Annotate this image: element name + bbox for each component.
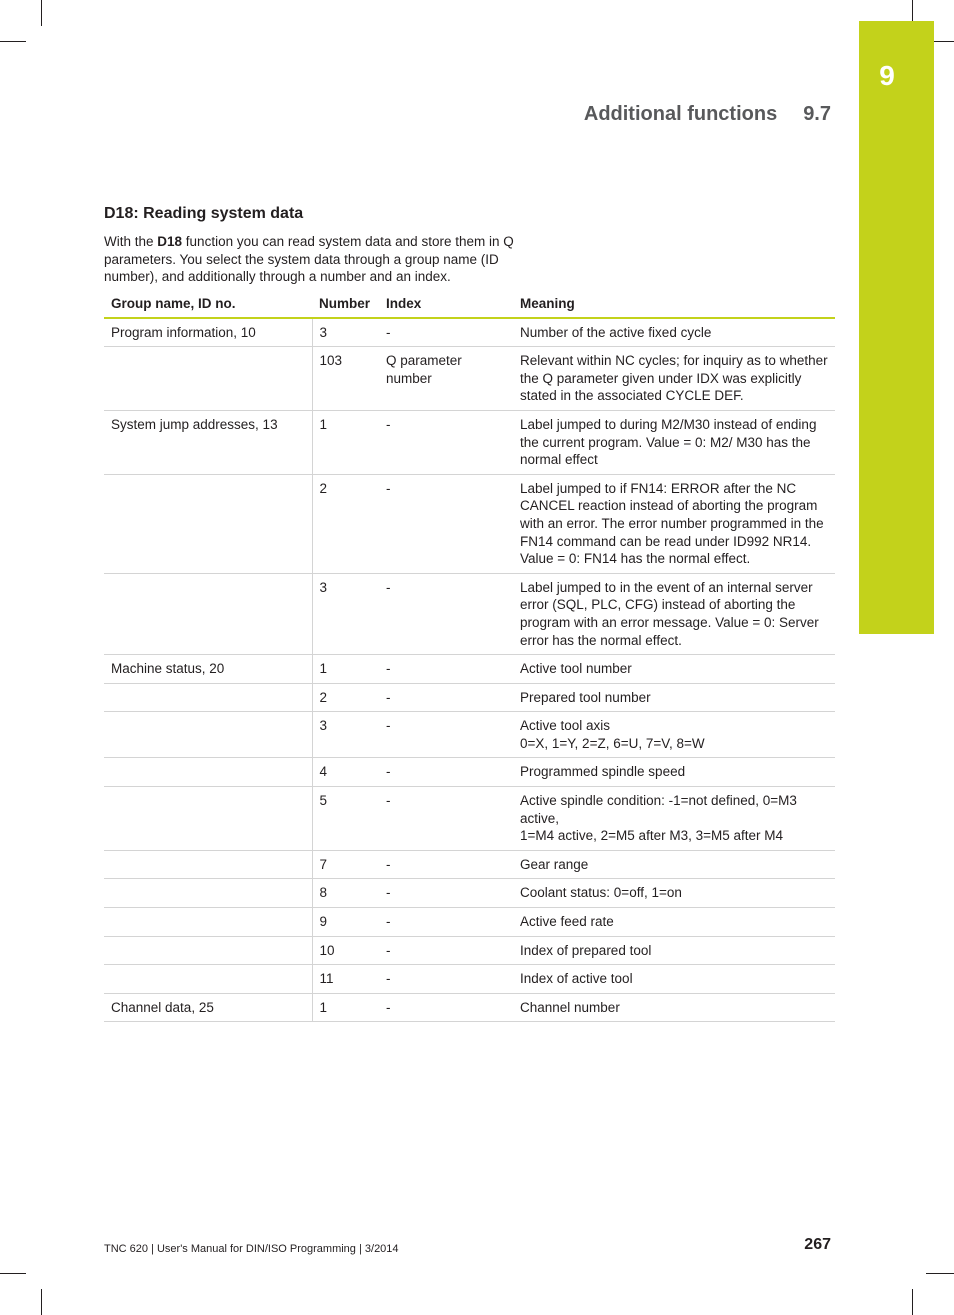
- table-row: [104, 683, 835, 712]
- table-row: [104, 936, 835, 965]
- crop-mark: [41, 0, 42, 26]
- crop-mark: [926, 1273, 954, 1274]
- cell-group-name: [104, 787, 312, 851]
- cell-index: -: [379, 908, 513, 937]
- cell-number: 3: [312, 573, 379, 654]
- cell-number: 1: [312, 655, 379, 684]
- crop-mark: [912, 1289, 913, 1315]
- cell-meaning: Active tool axis 0=X, 1=Y, 2=Z, 6=U, 7=V, 8=W: [513, 712, 835, 758]
- table-row: [104, 965, 835, 994]
- table-row: [104, 318, 835, 347]
- cell-number: 5: [312, 787, 379, 851]
- page-number: 267: [804, 1236, 831, 1253]
- table-body: [104, 318, 835, 1022]
- system-data-table: [104, 291, 835, 1022]
- cell-group-name: [104, 965, 312, 994]
- cell-index: Q parameter number: [379, 347, 513, 411]
- cell-group-name: [104, 879, 312, 908]
- cell-number: 1: [312, 993, 379, 1022]
- table-header-row: [104, 291, 835, 318]
- cell-index: -: [379, 655, 513, 684]
- cell-group-name: [104, 573, 312, 654]
- table-row: [104, 850, 835, 879]
- chapter-number: 9: [879, 60, 895, 91]
- cell-index: -: [379, 712, 513, 758]
- cell-number: 8: [312, 879, 379, 908]
- cell-meaning: Index of prepared tool: [513, 936, 835, 965]
- cell-index: -: [379, 410, 513, 474]
- cell-meaning: Relevant within NC cycles; for inquiry as to whether the Q parameter given under IDX was explicitly stated in the associated CYCLE DEF.: [513, 347, 835, 411]
- table-row: [104, 758, 835, 787]
- intro-text: function you can read system data and store them in Q parameters. You select the system data through a group name (ID number), and additionally through a number and an index.: [104, 234, 514, 285]
- column-header-meaning: Meaning: [513, 291, 835, 318]
- cell-number: 4: [312, 758, 379, 787]
- header-section-number: 9.7: [803, 103, 831, 125]
- cell-number: 3: [312, 712, 379, 758]
- column-header-index: Index: [379, 291, 513, 318]
- cell-group-name: [104, 474, 312, 573]
- cell-group-name: Channel data, 25: [104, 993, 312, 1022]
- cell-index: -: [379, 758, 513, 787]
- cell-meaning: Number of the active fixed cycle: [513, 318, 835, 347]
- cell-meaning: Prepared tool number: [513, 683, 835, 712]
- cell-index: -: [379, 573, 513, 654]
- cell-group-name: [104, 758, 312, 787]
- crop-mark: [0, 1273, 26, 1274]
- cell-meaning: Active tool number: [513, 655, 835, 684]
- crop-mark: [0, 41, 26, 42]
- cell-number: 103: [312, 347, 379, 411]
- crop-mark: [41, 1289, 42, 1315]
- cell-index: -: [379, 936, 513, 965]
- cell-index: -: [379, 474, 513, 573]
- table-row: [104, 347, 835, 411]
- header-title: Additional functions: [583, 103, 778, 125]
- table-row: [104, 655, 835, 684]
- cell-index: -: [379, 318, 513, 347]
- running-header: [584, 103, 831, 126]
- cell-group-name: [104, 936, 312, 965]
- cell-meaning: Label jumped to during M2/M30 instead of ending the current program. Value = 0: M2/ M30 has the normal effect: [513, 410, 835, 474]
- cell-index: -: [379, 787, 513, 851]
- cell-number: 1: [312, 410, 379, 474]
- cell-group-name: [104, 712, 312, 758]
- cell-index: -: [379, 965, 513, 994]
- table-row: [104, 787, 835, 851]
- cell-group-name: Machine status, 20: [104, 655, 312, 684]
- cell-group-name: [104, 908, 312, 937]
- cell-index: -: [379, 993, 513, 1022]
- cell-number: 11: [312, 965, 379, 994]
- cell-number: 2: [312, 683, 379, 712]
- cell-index: -: [379, 683, 513, 712]
- cell-group-name: [104, 850, 312, 879]
- cell-meaning: Channel number: [513, 993, 835, 1022]
- cell-number: 3: [312, 318, 379, 347]
- column-header-group: Group name, ID no.: [104, 291, 312, 318]
- cell-meaning: Coolant status: 0=off, 1=on: [513, 879, 835, 908]
- cell-number: 10: [312, 936, 379, 965]
- cell-index: -: [379, 879, 513, 908]
- cell-index: -: [379, 850, 513, 879]
- table-row: [104, 879, 835, 908]
- table-row: [104, 993, 835, 1022]
- cell-meaning: Active feed rate: [513, 908, 835, 937]
- cell-number: 9: [312, 908, 379, 937]
- table-row: [104, 410, 835, 474]
- intro-paragraph: [104, 233, 554, 286]
- cell-meaning: Gear range: [513, 850, 835, 879]
- table-row: [104, 573, 835, 654]
- table-row: [104, 712, 835, 758]
- column-header-number: Number: [312, 291, 379, 318]
- cell-meaning: Label jumped to if FN14: ERROR after the NC CANCEL reaction instead of aborting the program with an error. The error number programmed in the FN14 command can be read under ID992 NR14. Value = 0: FN14 has the normal effect.: [513, 474, 835, 573]
- cell-group-name: System jump addresses, 13: [104, 410, 312, 474]
- intro-function-name: D18: [157, 234, 183, 249]
- cell-meaning: Programmed spindle speed: [513, 758, 835, 787]
- cell-meaning: Index of active tool: [513, 965, 835, 994]
- chapter-tab: [859, 21, 934, 634]
- section-title: D18: Reading system data: [104, 205, 304, 222]
- cell-group-name: [104, 347, 312, 411]
- cell-meaning: Label jumped to in the event of an internal server error (SQL, PLC, CFG) instead of aborting the program with an error message. Value = 0: Server error has the normal effect.: [513, 573, 835, 654]
- cell-number: 7: [312, 850, 379, 879]
- footer-text: TNC 620 | User's Manual for DIN/ISO Programming | 3/2014: [104, 1243, 399, 1255]
- intro-text: With the: [104, 234, 158, 249]
- cell-group-name: [104, 683, 312, 712]
- cell-number: 2: [312, 474, 379, 573]
- cell-meaning: Active spindle condition: -1=not defined, 0=M3 active, 1=M4 active, 2=M5 after M3, 3=M5 after M4: [513, 787, 835, 851]
- table-row: [104, 908, 835, 937]
- table-row: [104, 474, 835, 573]
- cell-group-name: Program information, 10: [104, 318, 312, 347]
